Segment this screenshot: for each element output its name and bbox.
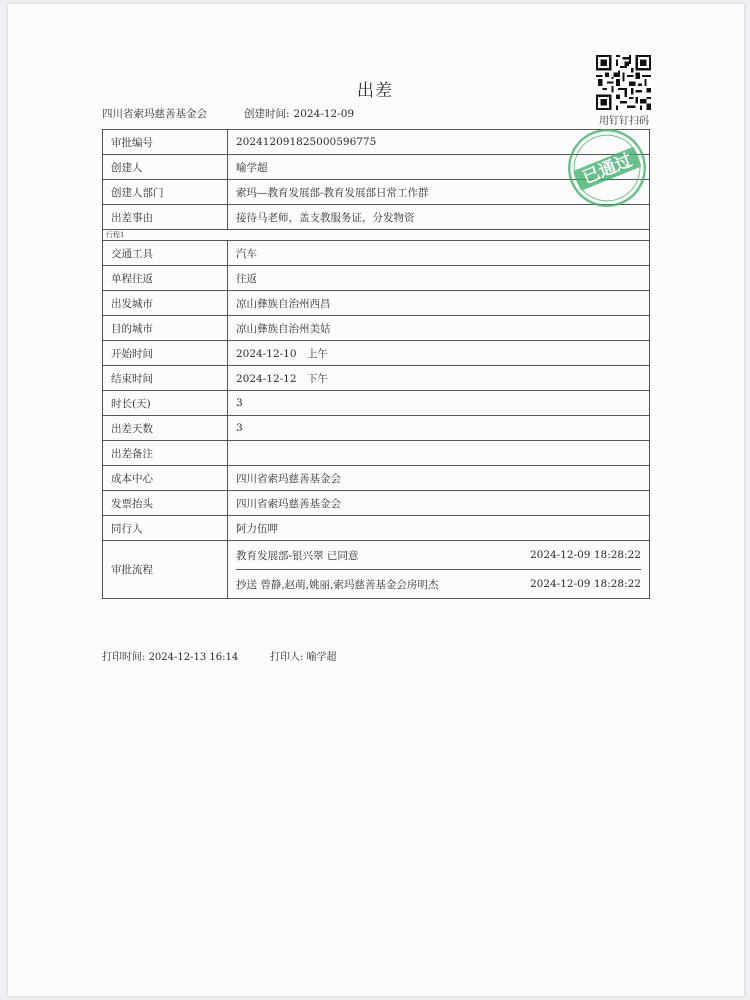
- approval-step-text: 抄送 曾静,赵萌,姚丽,索玛慈善基金会房明杰: [236, 578, 439, 591]
- printer-value: 喻学超: [306, 652, 337, 663]
- field-label: 出差事由: [103, 205, 228, 230]
- print-time-label: 打印时间:: [102, 652, 146, 663]
- field-value: 凉山彝族自治州西昌: [228, 291, 650, 316]
- created-time-label: 创建时间:: [244, 108, 290, 120]
- table-row: [103, 366, 650, 391]
- approval-flow-row: [103, 541, 650, 599]
- field-value: 喻学超: [228, 155, 650, 180]
- field-label: 目的城市: [103, 316, 228, 341]
- created-time: [244, 106, 354, 121]
- field-label: 单程往返: [103, 266, 228, 291]
- page-title: 出差: [357, 81, 393, 101]
- approval-step: [236, 569, 641, 598]
- field-value: 202412091825000596775: [228, 130, 650, 155]
- field-label: 同行人: [103, 516, 228, 541]
- field-value: 索玛—教育发展部-教育发展部日常工作群: [228, 180, 650, 205]
- table-row: [103, 391, 650, 416]
- qr-scan-label: 用钉钉扫码: [599, 116, 649, 127]
- field-value: 3: [228, 416, 650, 441]
- table-row: [103, 441, 650, 466]
- field-label: 审批编号: [103, 130, 228, 155]
- created-time-value: 2024-12-09: [293, 108, 355, 120]
- field-label: 成本中心: [103, 466, 228, 491]
- field-label: 创建人: [103, 155, 228, 180]
- field-label: 创建人部门: [103, 180, 228, 205]
- field-value: 四川省索玛慈善基金会: [228, 491, 650, 516]
- table-row: [103, 291, 650, 316]
- field-label: 开始时间: [103, 341, 228, 366]
- field-value: 阿力伍呷: [228, 516, 650, 541]
- table-row: [103, 341, 650, 366]
- printer-label: 打印人:: [270, 652, 304, 663]
- table-row: [103, 516, 650, 541]
- table-row: [103, 466, 650, 491]
- field-label: 发票抬头: [103, 491, 228, 516]
- organization-name: 四川省索玛慈善基金会: [102, 108, 207, 120]
- table-row: [103, 241, 650, 266]
- field-value: 接待马老师，盖支教服务证，分发物资: [228, 205, 650, 230]
- print-time: [102, 648, 238, 663]
- printer: [270, 648, 337, 663]
- field-label: 交通工具: [103, 241, 228, 266]
- table-row: [103, 266, 650, 291]
- field-value: 往返: [228, 266, 650, 291]
- qr-code-icon: [596, 55, 651, 110]
- field-label: 结束时间: [103, 366, 228, 391]
- field-value: 四川省索玛慈善基金会: [228, 466, 650, 491]
- field-label: 出发城市: [103, 291, 228, 316]
- approval-step-time: 2024-12-09 18:28:22: [529, 578, 641, 590]
- table-row: [103, 316, 650, 341]
- section-row: [103, 230, 650, 241]
- field-value: 3: [228, 391, 650, 416]
- approval-step-time: 2024-12-09 18:28:22: [529, 549, 641, 561]
- approval-flow-steps: [228, 541, 650, 599]
- field-value: 2024-12-10 上午: [228, 341, 650, 366]
- field-label: 出差备注: [103, 441, 228, 466]
- approved-stamp-icon: [566, 127, 648, 209]
- approval-flow-label: 审批流程: [103, 541, 228, 599]
- field-label: 出差天数: [103, 416, 228, 441]
- print-time-value: 2024-12-13 16:14: [148, 652, 239, 663]
- field-value: 2024-12-12 下午: [228, 366, 650, 391]
- field-label: 时长(天): [103, 391, 228, 416]
- stamp-text: 已通过: [579, 150, 636, 189]
- field-value: 汽车: [228, 241, 650, 266]
- field-value: [228, 441, 650, 466]
- approval-step: [236, 541, 641, 569]
- approval-step-text: 教育发展部-银兴翠 已同意: [236, 549, 359, 562]
- section-label: 行程1: [103, 230, 650, 241]
- field-value: 凉山彝族自治州美姑: [228, 316, 650, 341]
- table-row: [103, 416, 650, 441]
- table-row: [103, 491, 650, 516]
